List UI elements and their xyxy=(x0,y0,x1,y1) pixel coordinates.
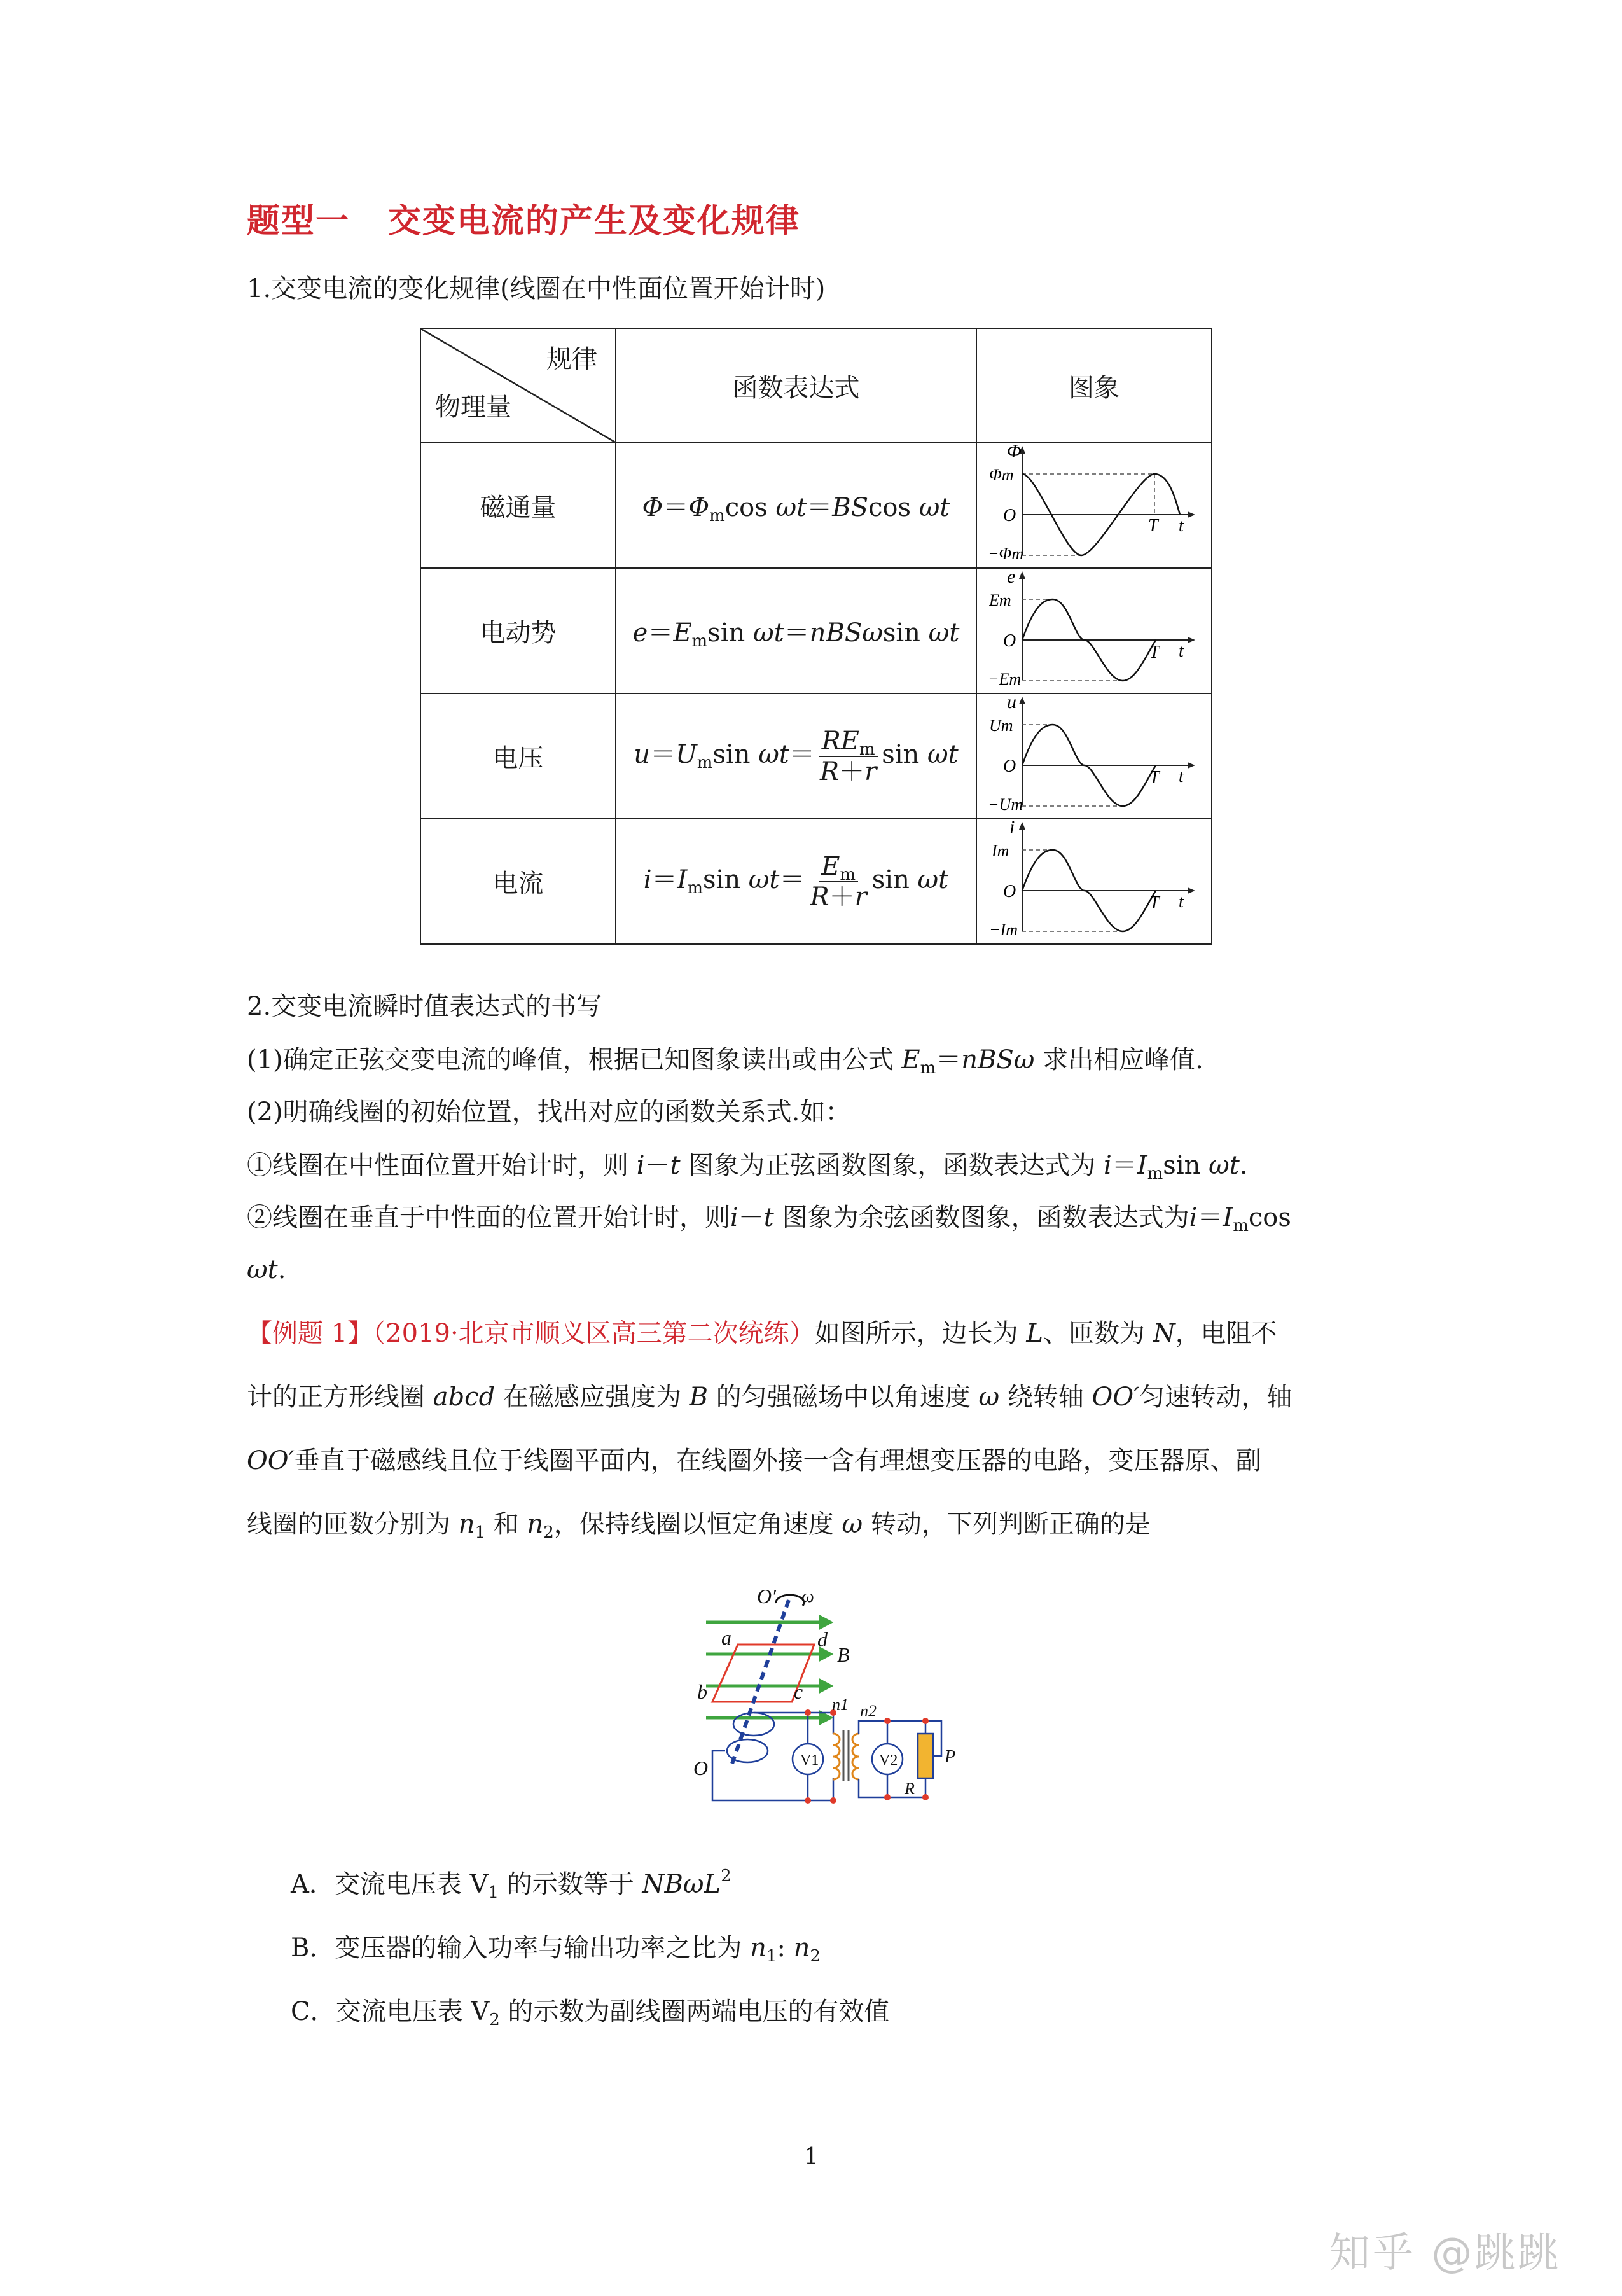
slip-ring-top xyxy=(733,1713,774,1736)
label-O-prime: O′ xyxy=(757,1585,777,1608)
origin-label: O xyxy=(1003,506,1016,525)
example-source: （2019·北京市顺义区高三第二次统练） xyxy=(373,1319,815,1348)
t-label: t xyxy=(1179,516,1184,536)
axis-var: Φ xyxy=(1007,443,1022,462)
option-B[interactable]: B．变压器的输入功率与输出功率之比为 $n_1$: $n_2$ xyxy=(291,1933,821,1966)
paragraph-3: ①线圈在中性面位置开始计时，则 i－t 图象为正弦函数图象，函数表达式为 $i=I_m\sin$ ωt. xyxy=(247,1151,1248,1183)
label-c: c xyxy=(794,1680,803,1703)
origin-label: O xyxy=(1003,631,1016,651)
t-label: t xyxy=(1179,767,1184,786)
rheostat-R xyxy=(918,1734,933,1778)
formula-flux: $\Phi=\Phi_m\cos$ ωt＝BScos ωt xyxy=(616,443,976,568)
section-title xyxy=(247,194,800,242)
graph-current xyxy=(989,819,1199,937)
secondary-winding xyxy=(852,1734,859,1779)
T-label: T xyxy=(1149,643,1160,662)
graph-voltage xyxy=(989,694,1199,812)
subheading-2: 2.交变电流瞬时值表达式的书写 xyxy=(247,992,602,1021)
graph-flux xyxy=(989,443,1199,561)
axis-var: i xyxy=(1009,819,1015,838)
formula-current: $i=I_m\sin$ ωt＝ $\frac{E_m}{R+r}$ sin ωt xyxy=(616,819,976,944)
header-graph: 图象 xyxy=(976,328,1212,443)
T-label: T xyxy=(1149,893,1160,913)
page-number: 1 xyxy=(804,2144,819,2170)
label-n2: n2 xyxy=(860,1702,877,1720)
neg-peak-label: −Im xyxy=(989,921,1018,937)
rotation-arrow xyxy=(776,1595,804,1606)
row-name-emf: 电动势 xyxy=(420,568,616,693)
label-V1: V1 xyxy=(800,1752,819,1769)
formula-voltage: $u=U_m\sin$ ωt＝ $\frac{RE_m}{R+r}$ sin ωt xyxy=(616,693,976,819)
paragraph-2: (2)明确线圈的初始位置，找出对应的函数关系式.如： xyxy=(247,1097,851,1127)
example-tag: 【例题 1】 xyxy=(247,1319,373,1348)
example-line-3: OO′垂直于磁感线且位于线圈平面内，在线圈外接一含有理想变压器的电路，变压器原、副 xyxy=(247,1446,1261,1475)
peak-label: Φm xyxy=(989,466,1014,484)
label-omega: ω xyxy=(801,1587,814,1606)
label-P: P xyxy=(945,1747,956,1767)
example-line-2: 计的正方形线圈 abcd 在磁感应强度为 B 的匀强磁场中以角速度 ω 绕转轴 OO′匀速转动，轴 xyxy=(247,1382,1293,1412)
neg-peak-label: −Φm xyxy=(989,545,1024,561)
title-part1: 题型一 xyxy=(247,202,350,240)
slip-ring-bottom xyxy=(727,1739,768,1762)
axis-var: u xyxy=(1007,694,1016,713)
example-line-1: 【例题 1】（2019·北京市顺义区高三第二次统练）如图所示，边长为 L、匝数为 N，电阻不 xyxy=(247,1319,1277,1348)
label-B: B xyxy=(837,1643,850,1666)
option-C[interactable]: C．交流电压表 $V_2$ 的示数为副线圈两端电压的有效值 xyxy=(291,1997,890,2029)
graph-cell-emf xyxy=(976,568,1212,693)
label-d: d xyxy=(817,1628,828,1651)
row-name-flux: 磁通量 xyxy=(420,443,616,568)
label-R: R xyxy=(905,1779,915,1798)
paragraph-1: (1)确定正弦交变电流的峰值，根据已知图象读出或由公式 $E_m=nBS\omega$ 求出相应峰值. xyxy=(247,1045,1203,1078)
t-label: t xyxy=(1179,892,1184,912)
formula-emf: $e=E_m\sin$ ωt＝nBSωsin ωt xyxy=(616,568,976,693)
paragraph-4: ②线圈在垂直于中性面的位置开始计时，则i－t 图象为余弦函数图象，函数表达式为$i=I_m\cos$ xyxy=(247,1203,1291,1235)
T-label: T xyxy=(1148,516,1158,536)
example-line-4: 线圈的匝数分别为 $n_1$ 和 $n_2$，保持线圈以恒定角速度 ω 转动，下列判断正确的是 xyxy=(247,1510,1151,1542)
row-name-current: 电流 xyxy=(420,819,616,944)
axis-var: e xyxy=(1007,569,1016,587)
graph-cell-voltage xyxy=(976,693,1212,819)
row-name-voltage: 电压 xyxy=(420,693,616,819)
peak-label: Um xyxy=(989,716,1013,735)
neg-peak-label: −Em xyxy=(989,670,1022,686)
t-label: t xyxy=(1179,641,1184,661)
graph-cell-flux xyxy=(976,443,1212,568)
graph-cell-current xyxy=(976,819,1212,944)
graph-emf xyxy=(989,569,1199,686)
title-part2: 交变电流的产生及变化规律 xyxy=(388,202,801,240)
label-n1: n1 xyxy=(832,1695,849,1714)
label-V2: V2 xyxy=(879,1752,898,1769)
subheading-1: 1.交变电流的变化规律(线圈在中性面位置开始计时) xyxy=(247,274,826,303)
watermark: 知乎 @跳跳 xyxy=(1329,2230,1562,2277)
label-O: O xyxy=(693,1757,709,1779)
header-quantity: 物理量 xyxy=(435,393,511,422)
paragraph-4-cont: ωt. xyxy=(247,1255,286,1284)
origin-label: O xyxy=(1003,756,1016,776)
primary-winding xyxy=(833,1734,840,1779)
peak-label: Em xyxy=(989,591,1011,609)
T-label: T xyxy=(1149,768,1160,788)
origin-label: O xyxy=(1003,882,1016,901)
table-header-diagonal xyxy=(420,328,616,443)
peak-label: Im xyxy=(992,842,1009,860)
neg-peak-label: −Um xyxy=(989,795,1023,812)
label-a: a xyxy=(721,1626,731,1649)
generator-transformer-figure xyxy=(687,1584,1005,1826)
header-rule: 规律 xyxy=(546,345,597,374)
option-A[interactable]: A．交流电压表 $V_1$ 的示数等于 NBωL$^2$ xyxy=(291,1867,731,1902)
law-table xyxy=(420,328,1212,945)
header-function: 函数表达式 xyxy=(616,328,976,443)
label-b: b xyxy=(697,1680,707,1703)
